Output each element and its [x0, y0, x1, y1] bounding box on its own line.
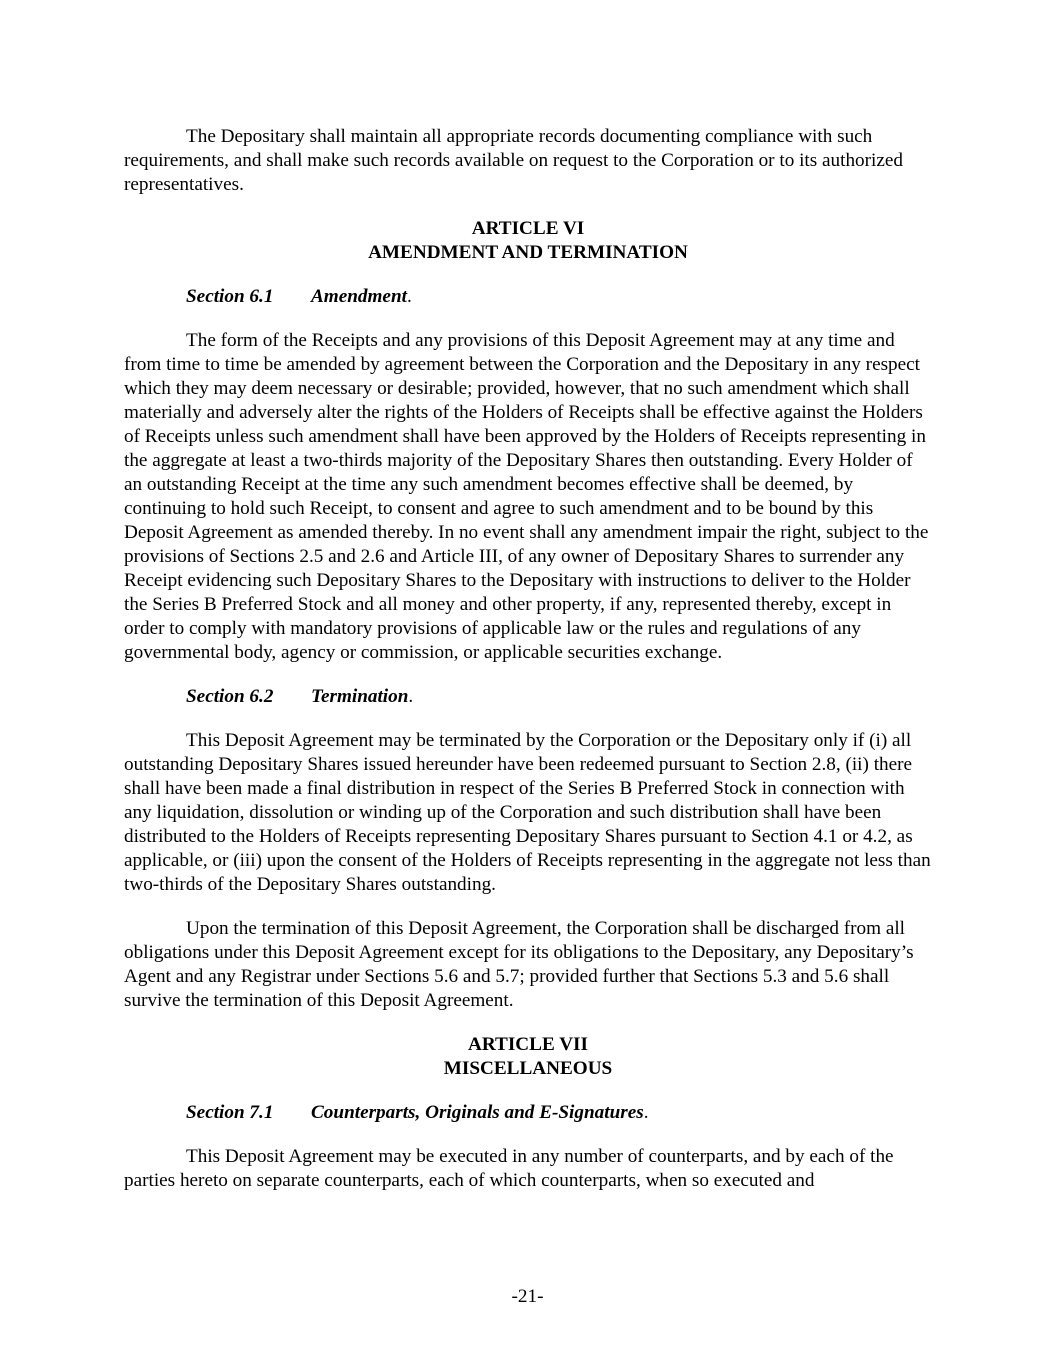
- section-6-1-number: Section 6.1: [186, 286, 274, 307]
- section-6-1-paragraph: The form of the Receipts and any provisions of this Deposit Agreement may at any time and from time to time be amended by agreement between the Corporation and the Depositary in any respect which they may deem necessary or desirable; provided, however, that no such amendment which shall materially and adversely alter the rights of the Holders of Receipts shall be effective against the Holders of Receipts unless such amendment shall have been approved by the Holders of Receipts representing in the aggregate at least a two-thirds majority of the Depositary Shares then outstanding. Every Holder of an outstanding Receipt at the time any such amendment becomes effective shall be deemed, by continuing to hold such Receipt, to consent and agree to such amendment and to be bound by this Deposit Agreement as amended thereby. In no event shall any amendment impair the right, subject to the provisions of Sections 2.5 and 2.6 and Article III, of any owner of Depositary Shares to surrender any Receipt evidencing such Depositary Shares to the Depositary with instructions to deliver to the Holder the Series B Preferred Stock and all money and other property, if any, represented thereby, except in order to comply with mandatory provisions of applicable law or the rules and regulations of any governmental body, agency or commission, or applicable securities exchange.: [124, 330, 929, 663]
- article-vii-number: ARTICLE VII: [468, 1034, 588, 1055]
- article-vi-title: AMENDMENT AND TERMINATION: [368, 242, 688, 263]
- page-number: -21-: [511, 1286, 544, 1307]
- section-7-1-paragraph: This Deposit Agreement may be executed in any number of counterparts, and by each of the parties hereto on separate counterparts, each of which counterparts, when so executed and: [124, 1146, 894, 1191]
- section-6-2-title: Termination: [311, 686, 409, 707]
- section-6-2-paragraph-2: Upon the termination of this Deposit Agreement, the Corporation shall be discharged from all obligations under this Deposit Agreement except for its obligations to the Depositary, any Depositary’s Agent and any Registrar under Sections 5.6 and 5.7; provided further that Sections 5.3 and 5.6 shall survive the termination of this Deposit Agreement.: [124, 918, 914, 1011]
- section-6-1-heading: [124, 285, 932, 309]
- section-6-2-paragraph-1: This Deposit Agreement may be terminated by the Corporation or the Depositary only if (i) all outstanding Depositary Shares issued hereunder have been redeemed pursuant to Section 2.8, (ii) there shall have been made a final distribution in respect of the Series B Preferred Stock in connection with any liquidation, dissolution or winding up of the Corporation and such distribution shall have been distributed to the Holders of Receipts representing Depositary Shares pursuant to Section 4.1 or 4.2, as applicable, or (iii) upon the consent of the Holders of Receipts representing in the aggregate not less than two-thirds of the Depositary Shares outstanding.: [124, 730, 931, 895]
- section-6-2-heading: [124, 685, 932, 709]
- section-6-2-number: Section 6.2: [186, 686, 274, 707]
- article-vii-title: MISCELLANEOUS: [443, 1058, 613, 1079]
- document-page: [124, 125, 932, 1193]
- section-7-1-title: Counterparts, Originals and E-Signatures: [311, 1102, 644, 1123]
- section-6-2-period: .: [408, 686, 414, 707]
- section-7-1-period: .: [643, 1102, 649, 1123]
- intro-paragraph: The Depositary shall maintain all appropriate records documenting compliance with such requirements, and shall make such records available on request to the Corporation or to its authorized representatives.: [124, 126, 903, 195]
- article-vi-number: ARTICLE VI: [471, 218, 585, 239]
- section-6-1-period: .: [406, 286, 412, 307]
- section-7-1-heading: [124, 1101, 932, 1125]
- section-6-1-title: Amendment: [311, 286, 407, 307]
- section-7-1-number: Section 7.1: [186, 1102, 274, 1123]
